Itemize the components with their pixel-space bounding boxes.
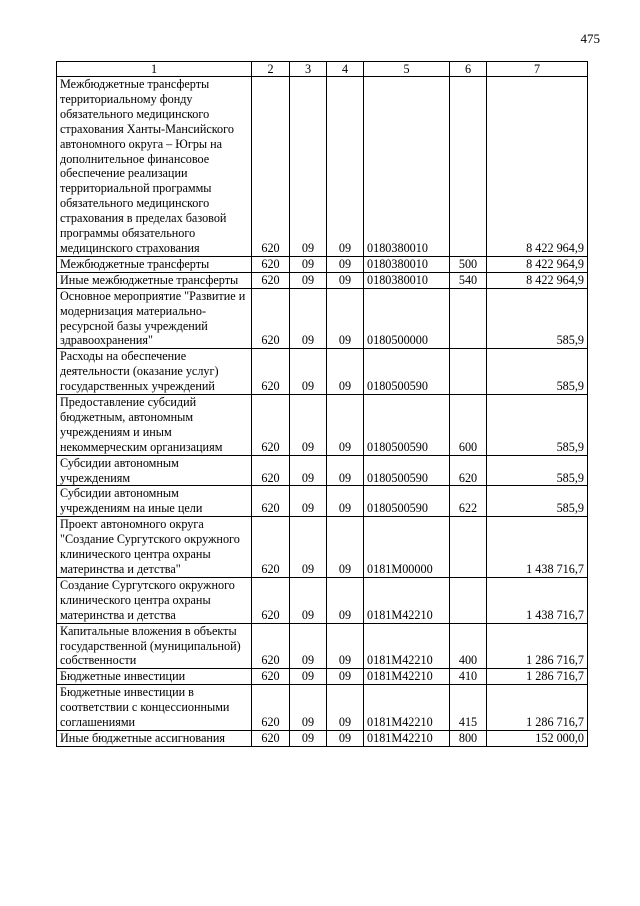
section-code-cell: 09 xyxy=(290,577,327,623)
expense-type-cell: 415 xyxy=(450,685,487,731)
expense-type-cell: 600 xyxy=(450,395,487,456)
amount-cell: 1 286 716,7 xyxy=(487,623,588,669)
section-code-cell: 09 xyxy=(290,395,327,456)
expense-name-cell: Субсидии автономным учреждениям xyxy=(57,455,252,486)
section-code-cell: 09 xyxy=(290,455,327,486)
target-article-cell: 0180380010 xyxy=(364,256,450,272)
table-row xyxy=(57,77,588,257)
header-cell-col-4: 4 xyxy=(327,62,364,77)
ministry-code-cell: 620 xyxy=(252,288,290,349)
amount-cell: 1 438 716,7 xyxy=(487,577,588,623)
table-body xyxy=(57,77,588,747)
subsection-code-cell: 09 xyxy=(327,623,364,669)
header-cell-col-1: 1 xyxy=(57,62,252,77)
target-article-cell: 0180380010 xyxy=(364,77,450,257)
table-row xyxy=(57,256,588,272)
target-article-cell: 0181М42210 xyxy=(364,577,450,623)
expense-type-cell: 410 xyxy=(450,669,487,685)
section-code-cell: 09 xyxy=(290,517,327,578)
expense-name-cell: Проект автономного округа "Создание Сургутского окружного клинического центра охраны материнства и детства" xyxy=(57,517,252,578)
expense-type-cell: 500 xyxy=(450,256,487,272)
amount-cell: 585,9 xyxy=(487,486,588,517)
header-row xyxy=(57,62,588,77)
subsection-code-cell: 09 xyxy=(327,256,364,272)
subsection-code-cell: 09 xyxy=(327,272,364,288)
expense-type-cell: 620 xyxy=(450,455,487,486)
table-row xyxy=(57,486,588,517)
subsection-code-cell: 09 xyxy=(327,517,364,578)
expense-name-cell: Создание Сургутского окружного клинического центра охраны материнства и детства xyxy=(57,577,252,623)
ministry-code-cell: 620 xyxy=(252,669,290,685)
ministry-code-cell: 620 xyxy=(252,455,290,486)
header-cell-col-7: 7 xyxy=(487,62,588,77)
table-row xyxy=(57,669,588,685)
amount-cell: 585,9 xyxy=(487,395,588,456)
amount-cell: 8 422 964,9 xyxy=(487,77,588,257)
subsection-code-cell: 09 xyxy=(327,486,364,517)
target-article-cell: 0181М42210 xyxy=(364,730,450,746)
expense-name-cell: Межбюджетные трансферты xyxy=(57,256,252,272)
section-code-cell: 09 xyxy=(290,486,327,517)
ministry-code-cell: 620 xyxy=(252,486,290,517)
expense-type-cell xyxy=(450,577,487,623)
section-code-cell: 09 xyxy=(290,77,327,257)
table-row xyxy=(57,517,588,578)
table-row xyxy=(57,395,588,456)
expense-type-cell xyxy=(450,288,487,349)
target-article-cell: 0181М42210 xyxy=(364,685,450,731)
target-article-cell: 0181М42210 xyxy=(364,669,450,685)
expense-name-cell: Иные межбюджетные трансферты xyxy=(57,272,252,288)
budget-table xyxy=(56,61,588,747)
table-row xyxy=(57,288,588,349)
amount-cell: 1 286 716,7 xyxy=(487,669,588,685)
table-row xyxy=(57,730,588,746)
expense-type-cell: 400 xyxy=(450,623,487,669)
amount-cell: 8 422 964,9 xyxy=(487,272,588,288)
target-article-cell: 0181М42210 xyxy=(364,623,450,669)
expense-type-cell: 622 xyxy=(450,486,487,517)
amount-cell: 8 422 964,9 xyxy=(487,256,588,272)
ministry-code-cell: 620 xyxy=(252,517,290,578)
target-article-cell: 0180500590 xyxy=(364,349,450,395)
amount-cell: 152 000,0 xyxy=(487,730,588,746)
section-code-cell: 09 xyxy=(290,288,327,349)
expense-name-cell: Предоставление субсидий бюджетным, автономным учреждениям и иным некоммерческим организациям xyxy=(57,395,252,456)
section-code-cell: 09 xyxy=(290,685,327,731)
table-row xyxy=(57,577,588,623)
subsection-code-cell: 09 xyxy=(327,349,364,395)
target-article-cell: 0180500590 xyxy=(364,455,450,486)
subsection-code-cell: 09 xyxy=(327,77,364,257)
subsection-code-cell: 09 xyxy=(327,685,364,731)
header-cell-col-6: 6 xyxy=(450,62,487,77)
expense-type-cell xyxy=(450,77,487,257)
header-cell-col-2: 2 xyxy=(252,62,290,77)
subsection-code-cell: 09 xyxy=(327,577,364,623)
amount-cell: 585,9 xyxy=(487,349,588,395)
expense-name-cell: Основное мероприятие "Развитие и модернизация материально-ресурсной базы учреждений здравоохранения" xyxy=(57,288,252,349)
section-code-cell: 09 xyxy=(290,256,327,272)
expense-name-cell: Иные бюджетные ассигнования xyxy=(57,730,252,746)
subsection-code-cell: 09 xyxy=(327,455,364,486)
ministry-code-cell: 620 xyxy=(252,623,290,669)
subsection-code-cell: 09 xyxy=(327,288,364,349)
subsection-code-cell: 09 xyxy=(327,669,364,685)
section-code-cell: 09 xyxy=(290,730,327,746)
expense-name-cell: Бюджетные инвестиции xyxy=(57,669,252,685)
expense-name-cell: Субсидии автономным учреждениям на иные цели xyxy=(57,486,252,517)
target-article-cell: 0180380010 xyxy=(364,272,450,288)
ministry-code-cell: 620 xyxy=(252,77,290,257)
ministry-code-cell: 620 xyxy=(252,256,290,272)
section-code-cell: 09 xyxy=(290,272,327,288)
expense-type-cell: 800 xyxy=(450,730,487,746)
table-row xyxy=(57,455,588,486)
expense-name-cell: Межбюджетные трансферты территориальному фонду обязательного медицинского страхования Ханты-Мансийского автономного округа – Югры на дополнительное финансовое обеспечение реализации территориальной программы обязательного медицинского страхования в пределах базовой программы обязательного медицинского страхования xyxy=(57,77,252,257)
table-row xyxy=(57,349,588,395)
target-article-cell: 0181М00000 xyxy=(364,517,450,578)
header-cell-col-5: 5 xyxy=(364,62,450,77)
expense-type-cell: 540 xyxy=(450,272,487,288)
ministry-code-cell: 620 xyxy=(252,349,290,395)
amount-cell: 1 286 716,7 xyxy=(487,685,588,731)
section-code-cell: 09 xyxy=(290,349,327,395)
ministry-code-cell: 620 xyxy=(252,272,290,288)
table-row xyxy=(57,623,588,669)
section-code-cell: 09 xyxy=(290,669,327,685)
target-article-cell: 0180500590 xyxy=(364,486,450,517)
amount-cell: 585,9 xyxy=(487,455,588,486)
target-article-cell: 0180500000 xyxy=(364,288,450,349)
subsection-code-cell: 09 xyxy=(327,730,364,746)
header-cell-col-3: 3 xyxy=(290,62,327,77)
expense-type-cell xyxy=(450,349,487,395)
subsection-code-cell: 09 xyxy=(327,395,364,456)
table-row xyxy=(57,685,588,731)
amount-cell: 585,9 xyxy=(487,288,588,349)
expense-name-cell: Бюджетные инвестиции в соответствии с концессионными соглашениями xyxy=(57,685,252,731)
page-number: 475 xyxy=(580,31,600,46)
expense-name-cell: Расходы на обеспечение деятельности (оказание услуг) государственных учреждений xyxy=(57,349,252,395)
target-article-cell: 0180500590 xyxy=(364,395,450,456)
ministry-code-cell: 620 xyxy=(252,577,290,623)
expense-name-cell: Капитальные вложения в объекты государственной (муниципальной) собственности xyxy=(57,623,252,669)
table-row xyxy=(57,272,588,288)
ministry-code-cell: 620 xyxy=(252,685,290,731)
ministry-code-cell: 620 xyxy=(252,730,290,746)
amount-cell: 1 438 716,7 xyxy=(487,517,588,578)
ministry-code-cell: 620 xyxy=(252,395,290,456)
section-code-cell: 09 xyxy=(290,623,327,669)
expense-type-cell xyxy=(450,517,487,578)
